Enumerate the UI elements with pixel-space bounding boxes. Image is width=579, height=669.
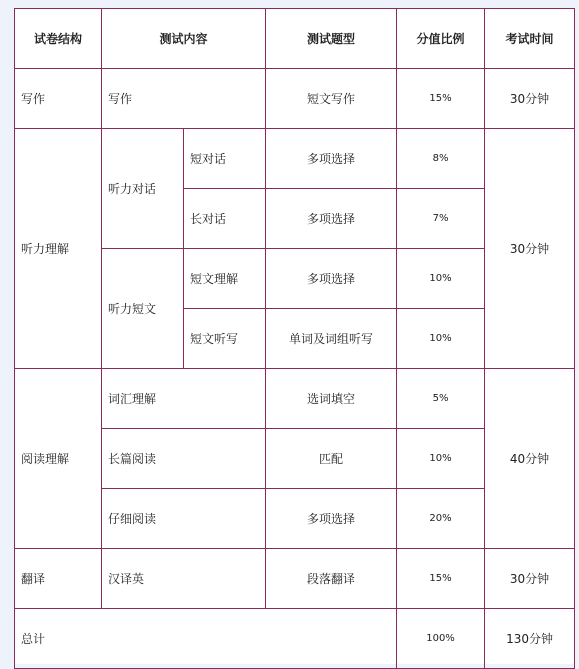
content-listening-passage: 听力短文: [102, 249, 184, 369]
type-long-dialog: 多项选择: [266, 189, 397, 249]
table-row-listening-short-dialog: [15, 129, 575, 189]
total-ratio: 100%: [397, 609, 485, 669]
ratio-long-dialog: 7%: [397, 189, 485, 249]
ratio-careful-reading: 20%: [397, 489, 485, 549]
subcontent-short-dialog: 短对话: [184, 129, 266, 189]
table-row-translation: [15, 549, 575, 609]
type-writing: 短文写作: [266, 69, 397, 129]
type-long-reading: 匹配: [266, 429, 397, 489]
ratio-translation: 15%: [397, 549, 485, 609]
type-careful-reading: 多项选择: [266, 489, 397, 549]
content-listening-dialog: 听力对话: [102, 129, 184, 249]
type-passage-dictation: 单词及词组听写: [266, 309, 397, 369]
subcontent-long-dialog: 长对话: [184, 189, 266, 249]
header-type: 测试题型: [266, 9, 397, 69]
ratio-passage-comprehension: 10%: [397, 249, 485, 309]
type-passage-comprehension: 多项选择: [266, 249, 397, 309]
ratio-passage-dictation: 10%: [397, 309, 485, 369]
ratio-short-dialog: 8%: [397, 129, 485, 189]
exam-structure-table-container: [14, 8, 574, 664]
section-listening: 听力理解: [15, 129, 102, 369]
content-long-reading: 长篇阅读: [102, 429, 266, 489]
time-writing: 30分钟: [485, 69, 575, 129]
time-listening: 30分钟: [485, 129, 575, 369]
subcontent-passage-comprehension: 短文理解: [184, 249, 266, 309]
table-row-writing: [15, 69, 575, 129]
header-time: 考试时间: [485, 9, 575, 69]
total-label: 总计: [15, 609, 397, 669]
content-translation: 汉译英: [102, 549, 266, 609]
time-reading: 40分钟: [485, 369, 575, 549]
ratio-long-reading: 10%: [397, 429, 485, 489]
exam-structure-table: [14, 8, 575, 669]
header-ratio: 分值比例: [397, 9, 485, 69]
time-translation: 30分钟: [485, 549, 575, 609]
ratio-writing: 15%: [397, 69, 485, 129]
section-reading: 阅读理解: [15, 369, 102, 549]
table-row-reading-vocabulary: [15, 369, 575, 429]
type-short-dialog: 多项选择: [266, 129, 397, 189]
type-translation: 段落翻译: [266, 549, 397, 609]
ratio-vocabulary: 5%: [397, 369, 485, 429]
header-content: 测试内容: [102, 9, 266, 69]
content-writing: 写作: [102, 69, 266, 129]
section-translation: 翻译: [15, 549, 102, 609]
header-row: [15, 9, 575, 69]
subcontent-passage-dictation: 短文听写: [184, 309, 266, 369]
content-vocabulary: 词汇理解: [102, 369, 266, 429]
table-row-total: [15, 609, 575, 669]
total-time: 130分钟: [485, 609, 575, 669]
section-writing: 写作: [15, 69, 102, 129]
header-section: 试卷结构: [15, 9, 102, 69]
content-careful-reading: 仔细阅读: [102, 489, 266, 549]
type-vocabulary: 选词填空: [266, 369, 397, 429]
